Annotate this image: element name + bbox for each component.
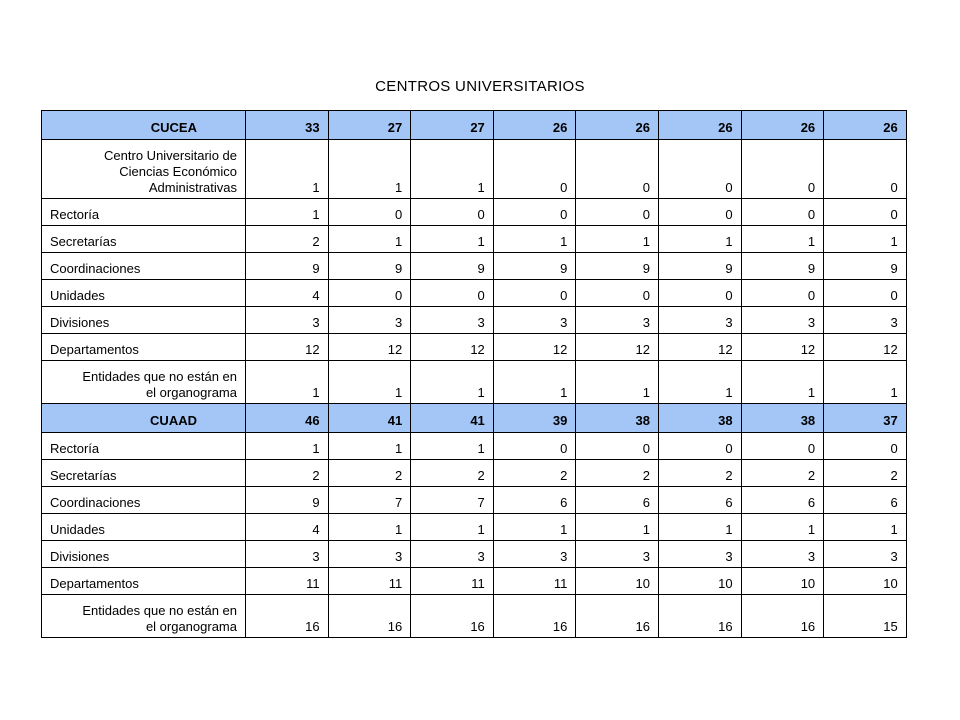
table-row (42, 487, 907, 514)
table-row (42, 595, 907, 638)
table-cell: 1 (246, 433, 329, 460)
table-cell: 9 (576, 253, 659, 280)
table-cell: 0 (824, 433, 907, 460)
table-cell: 3 (246, 541, 329, 568)
group-header-cell: 26 (493, 111, 576, 140)
table-cell: 9 (246, 253, 329, 280)
table-cell: 3 (493, 541, 576, 568)
table-cell: 12 (576, 334, 659, 361)
table-row (42, 433, 907, 460)
table-cell: 1 (741, 514, 824, 541)
group-header-cell: 26 (824, 111, 907, 140)
table-cell: 6 (493, 487, 576, 514)
table-cell: 2 (824, 460, 907, 487)
table-cell: 9 (246, 487, 329, 514)
table-cell: 10 (824, 568, 907, 595)
table-cell: 2 (741, 460, 824, 487)
table-cell: 3 (658, 307, 741, 334)
row-label (42, 460, 246, 487)
table-cell: 0 (576, 199, 659, 226)
table-cell: 4 (246, 280, 329, 307)
table-cell: 1 (658, 514, 741, 541)
table-cell: 2 (328, 460, 411, 487)
table-cell: 12 (824, 334, 907, 361)
table-cell: 3 (246, 307, 329, 334)
table-cell: 10 (576, 568, 659, 595)
table-row (42, 541, 907, 568)
group-header-cell: 33 (246, 111, 329, 140)
row-label-text: Divisiones (50, 315, 110, 330)
table-cell: 1 (658, 226, 741, 253)
group-header-cell: 26 (741, 111, 824, 140)
table-cell: 0 (658, 199, 741, 226)
table-cell: 1 (411, 514, 494, 541)
table-cell: 1 (411, 140, 494, 199)
table-cell: 0 (576, 140, 659, 199)
group-header-cell: 26 (576, 111, 659, 140)
table-cell: 11 (246, 568, 329, 595)
table-cell: 0 (411, 199, 494, 226)
table-cell: 3 (411, 541, 494, 568)
table-cell: 1 (658, 361, 741, 404)
table-cell: 0 (658, 280, 741, 307)
row-label-text: Secretarías (50, 234, 117, 249)
table-cell: 1 (246, 199, 329, 226)
table-cell: 4 (246, 514, 329, 541)
table-cell: 16 (328, 595, 411, 638)
table-cell: 0 (741, 199, 824, 226)
group-header-row (42, 111, 907, 140)
table-cell: 6 (658, 487, 741, 514)
table-cell: 0 (741, 140, 824, 199)
row-label-text: Coordinaciones (50, 261, 141, 276)
table-cell: 1 (328, 140, 411, 199)
table-cell: 12 (493, 334, 576, 361)
table-row (42, 226, 907, 253)
table-cell: 0 (493, 199, 576, 226)
row-label (42, 361, 246, 404)
row-label (42, 487, 246, 514)
table-cell: 1 (411, 361, 494, 404)
table-cell: 9 (824, 253, 907, 280)
table-cell: 6 (824, 487, 907, 514)
table-cell: 0 (824, 199, 907, 226)
row-label (42, 280, 246, 307)
data-table (41, 110, 907, 638)
table-cell: 0 (493, 280, 576, 307)
row-label-text: Secretarías (50, 468, 117, 483)
page-title: CENTROS UNIVERSITARIOS (375, 78, 585, 95)
table-cell: 16 (576, 595, 659, 638)
table-cell: 0 (741, 433, 824, 460)
row-label (42, 334, 246, 361)
group-header-cell: 37 (824, 404, 907, 433)
table-cell: 1 (576, 226, 659, 253)
table-cell: 6 (741, 487, 824, 514)
table-cell: 1 (824, 361, 907, 404)
row-label (42, 433, 246, 460)
row-label (42, 253, 246, 280)
table-row (42, 334, 907, 361)
table-cell: 1 (493, 514, 576, 541)
table-cell: 1 (411, 226, 494, 253)
table-cell: 3 (576, 541, 659, 568)
table-cell: 0 (328, 199, 411, 226)
group-header-row (42, 404, 907, 433)
table-cell: 1 (824, 226, 907, 253)
table-cell: 0 (493, 140, 576, 199)
row-label (42, 514, 246, 541)
table-cell: 1 (493, 361, 576, 404)
table-cell: 16 (741, 595, 824, 638)
table-row (42, 140, 907, 199)
table-cell: 0 (493, 433, 576, 460)
table-cell: 11 (411, 568, 494, 595)
table-cell: 3 (658, 541, 741, 568)
table-cell: 0 (658, 433, 741, 460)
table-cell: 0 (576, 280, 659, 307)
table-cell: 3 (741, 307, 824, 334)
table-cell: 16 (658, 595, 741, 638)
row-label-text: Unidades (50, 522, 105, 537)
table-cell: 7 (328, 487, 411, 514)
table-cell: 3 (328, 541, 411, 568)
row-label (42, 199, 246, 226)
table-cell: 1 (328, 361, 411, 404)
table-row (42, 361, 907, 404)
table-cell: 3 (328, 307, 411, 334)
table-cell: 12 (658, 334, 741, 361)
row-label-line: Administrativas (148, 180, 237, 195)
table-row (42, 280, 907, 307)
table-cell: 1 (328, 514, 411, 541)
table-cell: 2 (246, 460, 329, 487)
table-cell: 0 (658, 140, 741, 199)
group-header-cell: 38 (576, 404, 659, 433)
group-header-label: CUAAD (42, 404, 246, 433)
table-cell: 12 (411, 334, 494, 361)
table-cell: 2 (411, 460, 494, 487)
table-cell: 1 (576, 361, 659, 404)
table-cell: 10 (658, 568, 741, 595)
table-cell: 3 (493, 307, 576, 334)
table-cell: 3 (576, 307, 659, 334)
table-cell: 0 (576, 433, 659, 460)
table-cell: 9 (411, 253, 494, 280)
table-row (42, 568, 907, 595)
row-label-line: Centro Universitario de (104, 148, 237, 163)
row-label (42, 140, 246, 199)
row-label-text: Coordinaciones (50, 495, 141, 510)
table-cell: 9 (493, 253, 576, 280)
table-cell: 1 (411, 433, 494, 460)
row-label-line: el organograma (145, 385, 237, 400)
table-cell: 11 (328, 568, 411, 595)
group-header-cell: 38 (658, 404, 741, 433)
table-cell: 1 (246, 140, 329, 199)
table-cell: 3 (824, 307, 907, 334)
table-cell: 9 (658, 253, 741, 280)
row-label (42, 307, 246, 334)
table-cell: 1 (328, 226, 411, 253)
table-cell: 0 (824, 140, 907, 199)
row-label-text: Departamentos (50, 576, 139, 591)
table-cell: 3 (824, 541, 907, 568)
table-cell: 10 (741, 568, 824, 595)
table-cell: 0 (411, 280, 494, 307)
table-row (42, 199, 907, 226)
group-header-label: CUCEA (42, 111, 246, 140)
table-cell: 16 (246, 595, 329, 638)
table-cell: 6 (576, 487, 659, 514)
table-cell: 9 (741, 253, 824, 280)
table-cell: 3 (741, 541, 824, 568)
table-cell: 1 (741, 361, 824, 404)
row-label-line: Entidades que no están en (82, 603, 237, 618)
table-cell: 1 (246, 361, 329, 404)
table-cell: 1 (576, 514, 659, 541)
row-label-text: Divisiones (50, 549, 110, 564)
row-label-line: Ciencias Económico (119, 164, 237, 179)
table-cell: 3 (411, 307, 494, 334)
table-cell: 0 (328, 280, 411, 307)
row-label (42, 595, 246, 638)
row-label-text: Departamentos (50, 342, 139, 357)
group-header-cell: 38 (741, 404, 824, 433)
row-label (42, 568, 246, 595)
group-header-cell: 27 (411, 111, 494, 140)
table-cell: 11 (493, 568, 576, 595)
table-cell: 1 (741, 226, 824, 253)
table-cell: 1 (328, 433, 411, 460)
table-cell: 12 (328, 334, 411, 361)
table-cell: 15 (824, 595, 907, 638)
row-label-line: Entidades que no están en (82, 369, 237, 384)
table-cell: 2 (576, 460, 659, 487)
group-header-cell: 27 (328, 111, 411, 140)
table-row (42, 253, 907, 280)
table-cell: 2 (493, 460, 576, 487)
group-header-cell: 39 (493, 404, 576, 433)
table-cell: 16 (411, 595, 494, 638)
table-cell: 16 (493, 595, 576, 638)
table-cell: 1 (493, 226, 576, 253)
table-row (42, 514, 907, 541)
row-label (42, 226, 246, 253)
table-cell: 0 (824, 280, 907, 307)
table-cell: 2 (658, 460, 741, 487)
table-cell: 7 (411, 487, 494, 514)
row-label (42, 541, 246, 568)
group-header-cell: 26 (658, 111, 741, 140)
row-label-line: el organograma (145, 619, 237, 634)
row-label-text: Unidades (50, 288, 105, 303)
table-cell: 1 (824, 514, 907, 541)
group-header-cell: 41 (411, 404, 494, 433)
table-row (42, 307, 907, 334)
table-cell: 0 (741, 280, 824, 307)
table-cell: 9 (328, 253, 411, 280)
table-cell: 12 (246, 334, 329, 361)
row-label-text: Rectoría (50, 441, 100, 456)
table-cell: 2 (246, 226, 329, 253)
table-cell: 12 (741, 334, 824, 361)
table-row (42, 460, 907, 487)
group-header-cell: 41 (328, 404, 411, 433)
row-label-text: Rectoría (50, 207, 100, 222)
group-header-cell: 46 (246, 404, 329, 433)
